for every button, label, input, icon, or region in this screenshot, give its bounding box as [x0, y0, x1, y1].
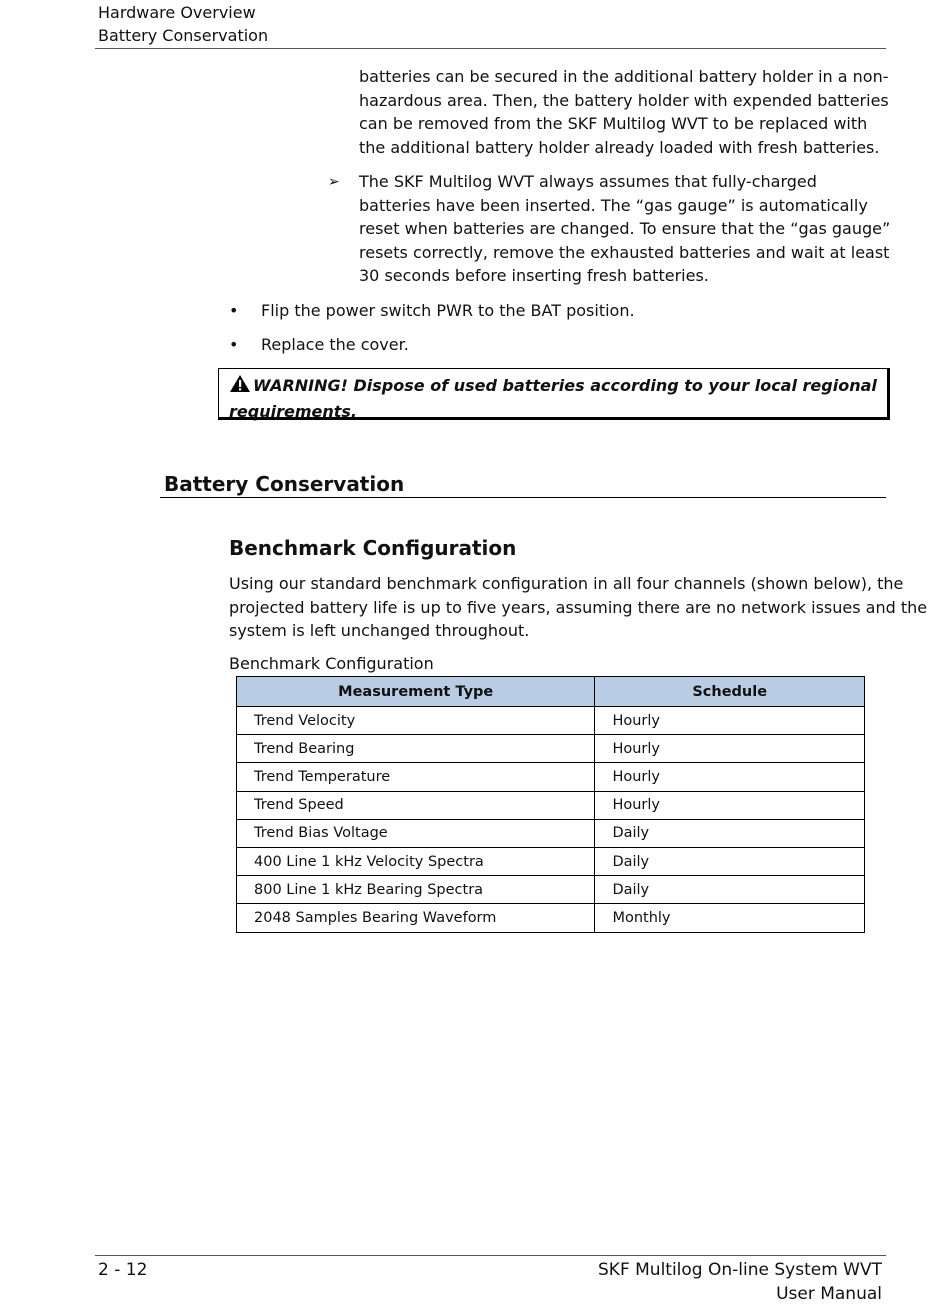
- list-item-line: reset when batteries are changed. To ensure that the “gas gauge”: [359, 219, 891, 238]
- table-row: [237, 904, 865, 932]
- list-item-line: 30 seconds before inserting fresh batteries.: [359, 266, 709, 285]
- measurement-type-cell: Trend Speed: [237, 791, 595, 819]
- table-row: [237, 707, 865, 735]
- measurement-type-cell: 800 Line 1 kHz Bearing Spectra: [237, 876, 595, 904]
- schedule-cell: Daily: [595, 847, 865, 875]
- table-row: [237, 876, 865, 904]
- paragraph-line: can be removed from the SKF Multilog WVT to be replaced with: [359, 114, 868, 133]
- measurement-type-cell: Trend Temperature: [237, 763, 595, 791]
- table-caption: Benchmark Configuration: [229, 654, 434, 673]
- measurement-type-cell: Trend Velocity: [237, 707, 595, 735]
- bullet-icon: •: [229, 335, 239, 354]
- table-header-row: [237, 677, 865, 707]
- section-heading: Battery Conservation: [164, 472, 405, 496]
- table-row: [237, 791, 865, 819]
- table-row: [237, 763, 865, 791]
- footer-rule: [95, 1255, 886, 1256]
- page-number: 2 - 12: [98, 1260, 148, 1280]
- bullet-icon: •: [229, 301, 239, 320]
- schedule-cell: Hourly: [595, 791, 865, 819]
- schedule-cell: Hourly: [595, 707, 865, 735]
- arrow-bullet-icon: ➢: [328, 174, 340, 190]
- schedule-cell: Daily: [595, 819, 865, 847]
- benchmark-table: [236, 676, 865, 933]
- list-item-line: resets correctly, remove the exhausted batteries and wait at least: [359, 243, 890, 262]
- paragraph-line: system is left unchanged throughout.: [229, 621, 530, 640]
- table-row: [237, 847, 865, 875]
- table-row: [237, 735, 865, 763]
- running-header-chapter: Hardware Overview: [98, 3, 256, 22]
- warning-text: [229, 374, 879, 423]
- subsection-heading: Benchmark Configuration: [229, 536, 517, 560]
- schedule-cell: Daily: [595, 876, 865, 904]
- measurement-type-cell: 2048 Samples Bearing Waveform: [237, 904, 595, 932]
- list-item-line: The SKF Multilog WVT always assumes that fully-charged: [359, 172, 817, 191]
- paragraph-line: batteries can be secured in the additional battery holder in a non-: [359, 67, 889, 86]
- paragraph-line: hazardous area. Then, the battery holder with expended batteries: [359, 91, 889, 110]
- column-header-schedule: Schedule: [595, 677, 865, 707]
- warning-line-1: WARNING! Dispose of used batteries according to your local regional: [253, 376, 877, 395]
- list-item-line: batteries have been inserted. The “gas gauge” is automatically: [359, 196, 868, 215]
- paragraph-line: projected battery life is up to five years, assuming there are no network issues and the: [229, 598, 928, 617]
- header-rule: [95, 48, 886, 49]
- footer-title-line-2: User Manual: [776, 1284, 882, 1304]
- column-header-measurement-type: Measurement Type: [237, 677, 595, 707]
- running-header-section: Battery Conservation: [98, 26, 269, 45]
- footer-title-line-1: SKF Multilog On-line System WVT: [598, 1260, 882, 1280]
- section-rule: [160, 497, 886, 498]
- schedule-cell: Monthly: [595, 904, 865, 932]
- schedule-cell: Hourly: [595, 763, 865, 791]
- measurement-type-cell: Trend Bias Voltage: [237, 819, 595, 847]
- paragraph-line: Using our standard benchmark configuration in all four channels (shown below), the: [229, 574, 904, 593]
- schedule-cell: Hourly: [595, 735, 865, 763]
- bullet-item-replace-cover: Replace the cover.: [261, 335, 409, 354]
- paragraph-line: the additional battery holder already loaded with fresh batteries.: [359, 138, 880, 157]
- bullet-item-power-switch: Flip the power switch PWR to the BAT position.: [261, 301, 635, 320]
- measurement-type-cell: 400 Line 1 kHz Velocity Spectra: [237, 847, 595, 875]
- table-row: [237, 819, 865, 847]
- measurement-type-cell: Trend Bearing: [237, 735, 595, 763]
- warning-triangle-icon: [229, 374, 251, 400]
- warning-line-2: requirements.: [229, 401, 357, 421]
